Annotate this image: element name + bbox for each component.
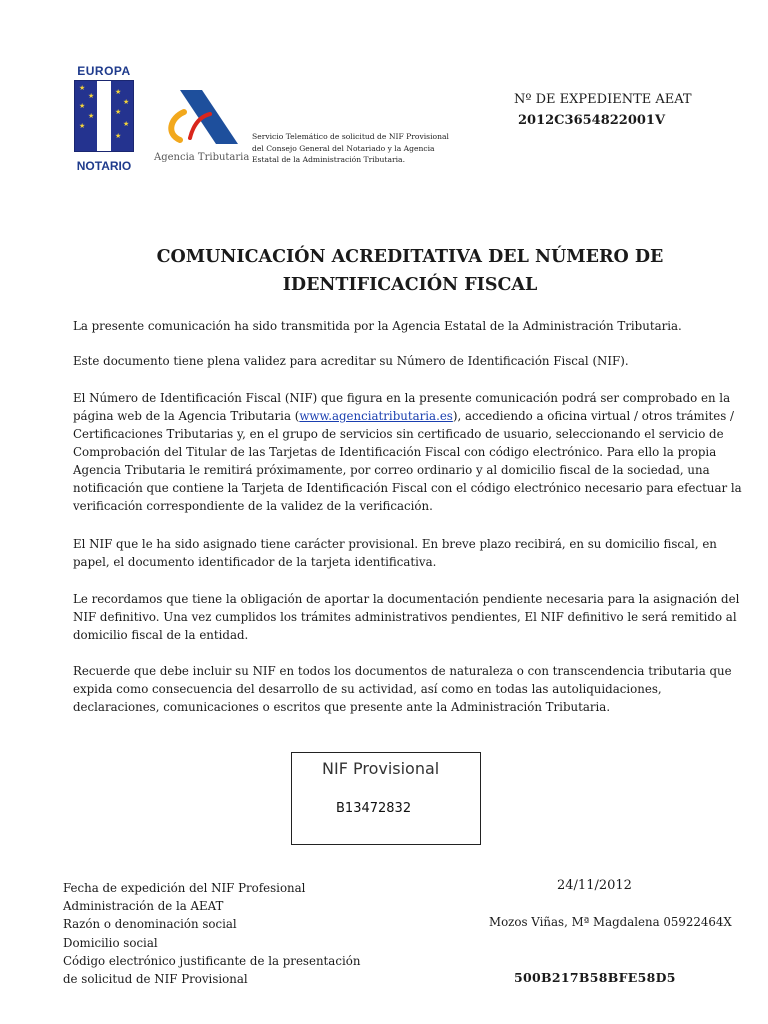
europa-logo-bottom-text: NOTARIO [76,159,132,173]
europa-logo-top-text: EUROPA [77,64,131,78]
paragraph-obligation: Le recordamos que tiene la obligación de aportar la documentación pendiente necesaria para la asignación del NIF definitivo. Una vez cumplidos los trámites administrativos pendientes, El NIF definitivo le será remitido al domicilio fiscal de la entidad. [73,592,740,642]
aeat-emblem-icon [150,82,250,152]
aeat-caption: Agencia Tributaria [154,152,250,163]
label-fecha: Fecha de expedición del NIF Profesional [63,881,306,895]
fecha-value: 24/11/2012 [557,878,632,893]
agencia-tributaria-link[interactable]: www.agenciatributaria.es [299,409,453,423]
paragraph-provisional: El NIF que le ha sido asignado tiene carácter provisional. En breve plazo recibirá, en su domicilio fiscal, en papel, el documento identificador de la tarjeta identificativa. [73,537,717,569]
service-line: Servicio Telemático de solicitud de NIF Provisional [252,132,449,141]
title-line-1: COMUNICACIÓN ACREDITATIVA DEL NÚMERO DE [156,247,664,267]
label-codigo-1: Código electrónico justificante de la presentación [63,953,361,968]
razon-social-value: Mozos Viñas, Mª Magdalena 05922464X [489,915,732,929]
label-codigo-2: de solicitud de NIF Provisional [63,972,248,987]
nif-box-title: NIF Provisional [322,759,440,778]
paragraph-verification: El Número de Identificación Fiscal (NIF) que figura en la presente comunicación podrá ser comprobado en la página web de la Agencia Tributaria (www.agenciatributaria.es), accediendo a oficina virtual / otros trámites / Certificaciones Tributarias y, en el grupo de servicios sin certificado de usuario, seleccionando el servicio de Comprobación del Titular de las Tarjetas de Identificación Fiscal con código electrónico. Para ello la propia Agencia Tributaria le remitirá próximamente, por correo ordinario y al domicilio fiscal de la sociedad, una notificación que contiene la Tarjeta de Identificación Fiscal con el código electrónico necesario para efectuar la verificación correspondiente de la validez de la verificación. [73,391,742,513]
label-razon-social: Razón o denominación social [63,917,237,932]
paragraph-reminder: Recuerde que debe incluir su NIF en todos los documentos de naturaleza o con transcendencia tributaria que expida como consecuencia del desarrollo de su actividad, así como en todas las autoliquidaciones, declaraciones, comunicaciones o escritos que presente ante la Administración Tributaria. [73,664,732,714]
europa-notario-logo [72,64,136,176]
service-line: Estatal de la Administración Tributaria. [252,155,405,164]
nif-provisional-box [291,752,481,845]
nif-value: B13472832 [336,801,412,816]
codigo-electronico-value: 500B217B58BFE58D5 [514,970,676,985]
label-administracion: Administración de la AEAT [63,899,224,914]
paragraph-transmission: La presente comunicación ha sido transmitida por la Agencia Estatal de la Administración Tributaria. [73,319,682,333]
document-title [110,243,710,299]
title-line-2: IDENTIFICACIÓN FISCAL [282,275,538,295]
service-line: del Consejo General del Notariado y la Agencia [252,143,435,153]
europa-flag-icon: ★ ★ ★ ★ ★ ★ ★ ★ ★ ★ [74,80,134,152]
expediente-label: Nº DE EXPEDIENTE AEAT [514,92,692,107]
details-labels [63,879,360,988]
label-domicilio: Domicilio social [63,935,158,950]
paragraph-validity: Este documento tiene plena validez para acreditar su Número de Identificación Fiscal (NIF). [73,354,629,368]
expediente-value: 2012C3654822001V [518,113,666,128]
agencia-tributaria-logo [150,82,250,174]
service-description [252,131,480,166]
